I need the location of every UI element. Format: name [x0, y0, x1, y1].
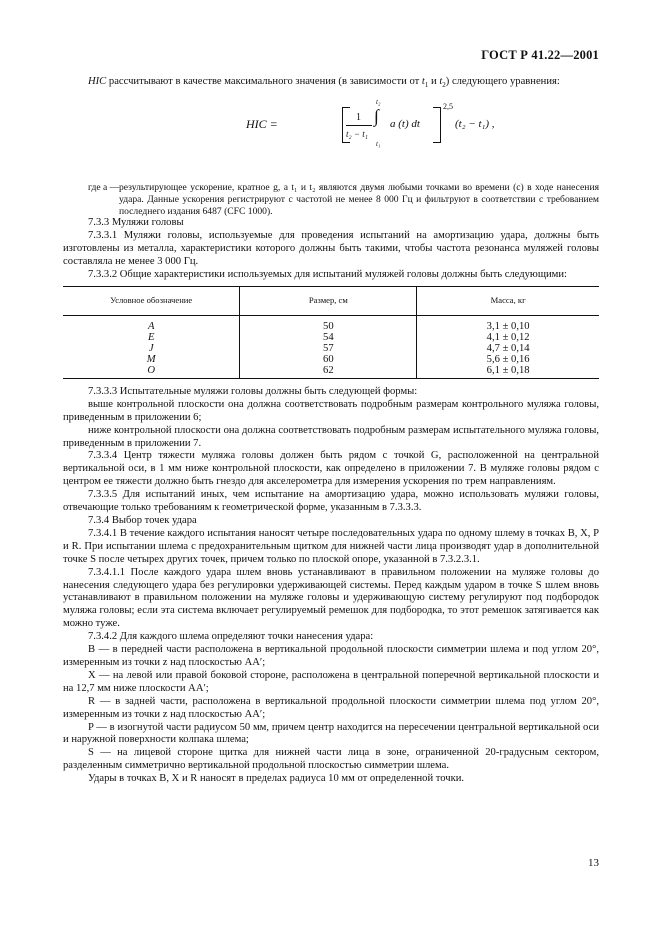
- section-7-3-4-1: 7.3.4.1 В течение каждого испытания наносят четыре последовательных удара по одному шлему в точках B, X, P и R. При испытании шлема с предохранительным щитком для нижней части лица производят удар в дополнительной точке S после четырех других точек, причем только по плоской опоре, указанной в 7.3.2.3.1.: [63, 527, 599, 565]
- table-cell: A: [147, 320, 155, 332]
- table-cell: 57: [240, 343, 417, 354]
- formula-lower-limit: t₁: [376, 140, 381, 149]
- formula-lhs: HIC =: [246, 117, 278, 132]
- table-cell: O: [147, 364, 156, 376]
- formula-tail: (t₂ − t₁) ,: [455, 118, 495, 131]
- table-cell: J: [148, 342, 154, 354]
- hic-term: HIC: [88, 76, 107, 87]
- table-cell: 5,6 ± 0,16: [417, 354, 599, 365]
- section-7-3-3-4: 7.3.3.4 Центр тяжести муляжа головы должен быть рядом с точкой G, расположенной на центральной вертикальной оси, в 1 мм ниже контрольной плоскости, как определено в приложении 7. В муляже головы рядом с центром ее тяжести должно быть гнездо для акселерометра для измерения ускорения по трем направлениям.: [63, 450, 599, 488]
- section-7-3-4-2: 7.3.4.2 Для каждого шлема определяют точки нанесения удара:: [88, 631, 374, 643]
- formula-integrand: a (t) dt: [390, 118, 420, 131]
- table-row: [63, 343, 599, 354]
- table-row: [63, 365, 599, 379]
- section-7-3-3-1: 7.3.3.1 Муляжи головы, используемые для проведения испытаний на амортизацию удара, должны быть изготовлены из металла, характеристики которого должны быть такими, чтобы частота резонанса муляжей головы составляла не менее 3 000 Гц.: [63, 230, 599, 268]
- formula-fraction-line: [346, 125, 372, 126]
- table-row: [63, 354, 599, 365]
- formula-numerator: 1: [356, 112, 361, 124]
- table-cell: 60: [240, 354, 417, 365]
- table-cell: 4,7 ± 0,14: [417, 343, 599, 354]
- impact-radius-note: Удары в точках B, X и R наносят в пределах радиуса 10 мм от определенной точки.: [88, 773, 465, 785]
- where-clause: [63, 182, 599, 217]
- impact-point-s: S — на лицевой стороне щитка для нижней части лица в зоне, ограниченной 20-градусным сектором, разделенным симметрично вертикальной продольной плоскостью симметрии шлема.: [63, 747, 599, 772]
- table-cell: E: [147, 331, 155, 343]
- section-7-3-3: 7.3.3 Муляжи головы: [88, 217, 184, 229]
- table-cell: 54: [240, 332, 417, 343]
- where-text: результирующее ускорение, кратное g, а t₁ и t₂ являются двумя любыми точками во времени (с) в ходе нанесения удара. Данные ускорения регистрируют с частотой не менее 8 000 Гц и фильтруют в соответствии с требованием последнего издания 6487 (CFC 1000).: [119, 182, 599, 217]
- head-forms-table: [63, 286, 599, 379]
- section-7-3-4-1-1: 7.3.4.1.1 После каждого удара шлем вновь устанавливают в правильном положении на муляже головы до нанесения следующего удара без регулировки удерживающей системы. Перед каждым ударом в точке S шлем вновь устанавливают в правильном положении на муляже головы и удерживающую систему регулируют под подбородок муляжа головы; если эта система включает регулируемый ремешок для подбородка, то этот ремешок затягивается как можно туже.: [63, 566, 599, 630]
- section-7-3-3-5: 7.3.3.5 Для испытаний иных, чем испытание на амортизацию удара, можно использовать муляжи головы, отвечающие только требованиям к геометрической форме, указанным в 7.3.3.3.: [63, 489, 599, 514]
- formula-exponent: 2,5: [443, 102, 453, 112]
- hic-formula: [63, 93, 599, 177]
- standard-header: ГОСТ Р 41.22—2001: [481, 48, 599, 62]
- table-cell: 3,1 ± 0,10: [417, 315, 599, 332]
- formula-integral-sign: ∫: [374, 106, 379, 127]
- impact-point-p: P — в изогнутой части радиусом 50 мм, причем центр находится на пересечении центральной вертикальной оси и наружной поверхности колпака шлема;: [63, 721, 599, 746]
- intro-paragraph: HIC рассчитывают в качестве максимального значения (в зависимости от $t_1$ и $t_2$) следующего уравнения:: [88, 76, 560, 90]
- table-header-cell: Размер, см: [240, 286, 417, 315]
- page-number: 13: [588, 857, 599, 869]
- table-row: [63, 315, 599, 332]
- formula-denominator: t₂ − t₁: [346, 129, 368, 140]
- section-7-3-3-2: 7.3.3.2 Общие характеристики используемых для испытаний муляжей головы должны быть следующими:: [88, 269, 567, 281]
- main-content: [63, 76, 599, 786]
- table-cell: M: [146, 353, 156, 365]
- impact-point-x: X — на левой или правой боковой стороне, расположена в центральной поперечной вертикальной плоскости и на 12,7 мм ниже плоскости AA′;: [63, 669, 599, 694]
- impact-point-b: B — в передней части расположена в вертикальной продольной плоскости симметрии шлема и под углом 20°, измеренным из точки z над плоскостью AA′;: [63, 644, 599, 668]
- section-7-3-4: 7.3.4 Выбор точек удара: [88, 515, 197, 526]
- form-below-plane: ниже контрольной плоскости она должна соответствовать подробным размерам испытательного муляжа головы, приведенным в приложении 7.: [63, 424, 599, 449]
- table-cell: 50: [240, 315, 417, 332]
- table-cell: 6,1 ± 0,18: [417, 365, 599, 379]
- table-header-cell: Масса, кг: [417, 286, 599, 315]
- formula-upper-limit: t₂: [376, 98, 381, 107]
- impact-point-r: R — в задней части, расположена в вертикальной продольной плоскости симметрии шлема под углом 20°, измеренным из точки z над плоскостью AA′;: [63, 695, 599, 720]
- table-header-row: [63, 286, 599, 315]
- table-cell: 62: [240, 365, 417, 379]
- table-cell: 4,1 ± 0,12: [417, 332, 599, 343]
- table-row: [63, 332, 599, 343]
- formula-right-bracket: [433, 107, 441, 143]
- section-7-3-3-3: 7.3.3.3 Испытательные муляжи головы должны быть следующей формы:: [88, 385, 418, 397]
- where-term: где a —: [88, 182, 120, 194]
- table-header-cell: Условное обозначение: [63, 286, 240, 315]
- form-above-plane: выше контрольной плоскости она должна соответствовать подробным размерам контрольного муляжа головы, приведенным в приложении 6;: [63, 398, 599, 423]
